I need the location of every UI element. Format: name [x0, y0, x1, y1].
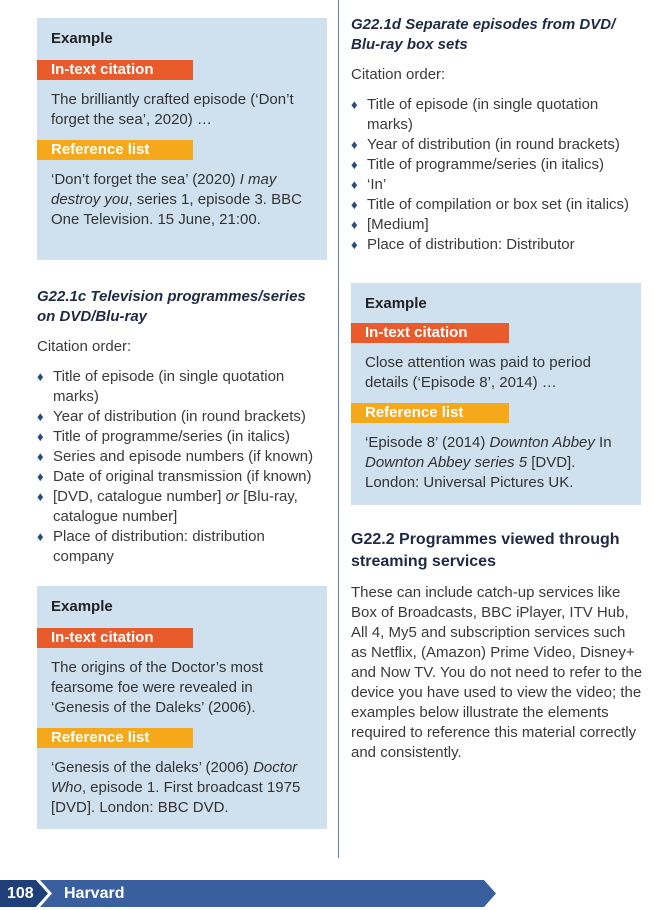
- footer-section-label: Harvard: [64, 885, 125, 902]
- diamond-bullet-icon: ♦: [351, 97, 358, 112]
- list-item: ♦ Title of episode (in single quotation marks): [351, 96, 599, 133]
- diamond-bullet-icon: ♦: [37, 469, 44, 484]
- list-item: ♦ ‘In’: [351, 176, 387, 193]
- diamond-bullet-icon: ♦: [37, 409, 44, 424]
- example-box-3: [351, 283, 641, 505]
- reference-text: ‘Episode 8’ (2014) Downton Abbey In Downton Abbey series 5 [DVD]. London: Universal Pictures UK.: [365, 434, 612, 491]
- reference-list-label: Reference list: [351, 403, 509, 423]
- list-item: ♦ Title of compilation or box set (in italics): [351, 196, 630, 213]
- section-heading: G22.2 Programmes viewed through streaming services: [351, 531, 620, 570]
- section-g22-1d: [351, 15, 643, 255]
- list-item: ♦ Year of distribution (in round brackets): [351, 136, 620, 153]
- intext-citation-text: Close attention was paid to period details (‘Episode 8’, 2014) …: [365, 354, 591, 391]
- page-number: 108: [7, 885, 34, 902]
- list-item: ♦ Place of distribution: distribution company: [37, 528, 265, 565]
- column-divider: [338, 0, 339, 858]
- citation-order-label: Citation order:: [37, 338, 132, 355]
- reference-list-label: Reference list: [37, 728, 193, 748]
- citation-order-label: Citation order:: [351, 66, 446, 83]
- diamond-bullet-icon: ♦: [351, 237, 358, 252]
- list-item: ♦ Title of episode (in single quotation marks): [37, 368, 285, 405]
- diamond-bullet-icon: ♦: [351, 137, 358, 152]
- diamond-bullet-icon: ♦: [351, 197, 358, 212]
- intext-citation-text: The origins of the Doctor’s most fearsome foe were revealed in ‘Genesis of the Daleks’ (2006).: [51, 659, 264, 716]
- list-item: ♦ Place of distribution: Distributor: [351, 236, 575, 253]
- diamond-bullet-icon: ♦: [351, 157, 358, 172]
- diamond-bullet-icon: ♦: [37, 449, 44, 464]
- list-item: ♦ Year of distribution (in round brackets): [37, 408, 306, 425]
- citation-order-list: [351, 95, 643, 255]
- diamond-bullet-icon: ♦: [37, 369, 44, 384]
- diamond-bullet-icon: ♦: [37, 489, 44, 504]
- intext-citation-label: In-text citation: [351, 323, 509, 343]
- example-box-1: [37, 18, 327, 260]
- diamond-bullet-icon: ♦: [351, 177, 358, 192]
- intext-citation-label: In-text citation: [37, 628, 193, 648]
- diamond-bullet-icon: ♦: [37, 529, 44, 544]
- section-title: G22.1d Separate episodes from DVD/ Blu-ray box sets: [351, 16, 616, 53]
- section-g22-2: [351, 529, 643, 763]
- list-item: ♦ Series and episode numbers (if known): [37, 448, 314, 465]
- section-title: G22.1c Television programmes/series on DVD/Blu-ray: [37, 288, 306, 325]
- reference-list-label: Reference list: [37, 140, 193, 160]
- intext-citation-label: In-text citation: [37, 60, 193, 80]
- citation-order-list: [37, 367, 327, 567]
- example-box-2: [37, 586, 327, 829]
- list-item: ♦ Title of programme/series (in italics): [351, 156, 605, 173]
- diamond-bullet-icon: ♦: [351, 217, 358, 232]
- example-title: Example: [51, 30, 113, 47]
- reference-text: ‘Genesis of the daleks’ (2006) Doctor Who, episode 1. First broadcast 1975 [DVD]. London: BBC DVD.: [51, 759, 301, 816]
- list-item: ♦ Title of programme/series (in italics): [37, 428, 291, 445]
- section-g22-1c: [37, 287, 327, 567]
- example-title: Example: [365, 295, 427, 312]
- list-item: ♦ [Medium]: [351, 216, 429, 233]
- example-title: Example: [51, 598, 113, 615]
- diamond-bullet-icon: ♦: [37, 429, 44, 444]
- list-item: ♦ Date of original transmission (if known): [37, 468, 312, 485]
- reference-text: ‘Don’t forget the sea’ (2020) I may destroy you, series 1, episode 3. BBC One Television. 15 June, 21:00.: [51, 171, 302, 228]
- list-item: ♦ [DVD, catalogue number] or [Blu-ray, catalogue number]: [37, 488, 298, 525]
- section-body: These can include catch-up services like Box of Broadcasts, BBC iPlayer, ITV Hub, All 4, My5 and subscription services such as Netflix, (Amazon) Prime Video, Disney+ and Now TV. You do not need to refer to the device you have used to view the video; the examples below illustrate the elements required to reference this material correctly and consistently.: [351, 584, 643, 761]
- intext-citation-text: The brilliantly crafted episode (‘Don’t forget the sea’, 2020) …: [51, 91, 294, 128]
